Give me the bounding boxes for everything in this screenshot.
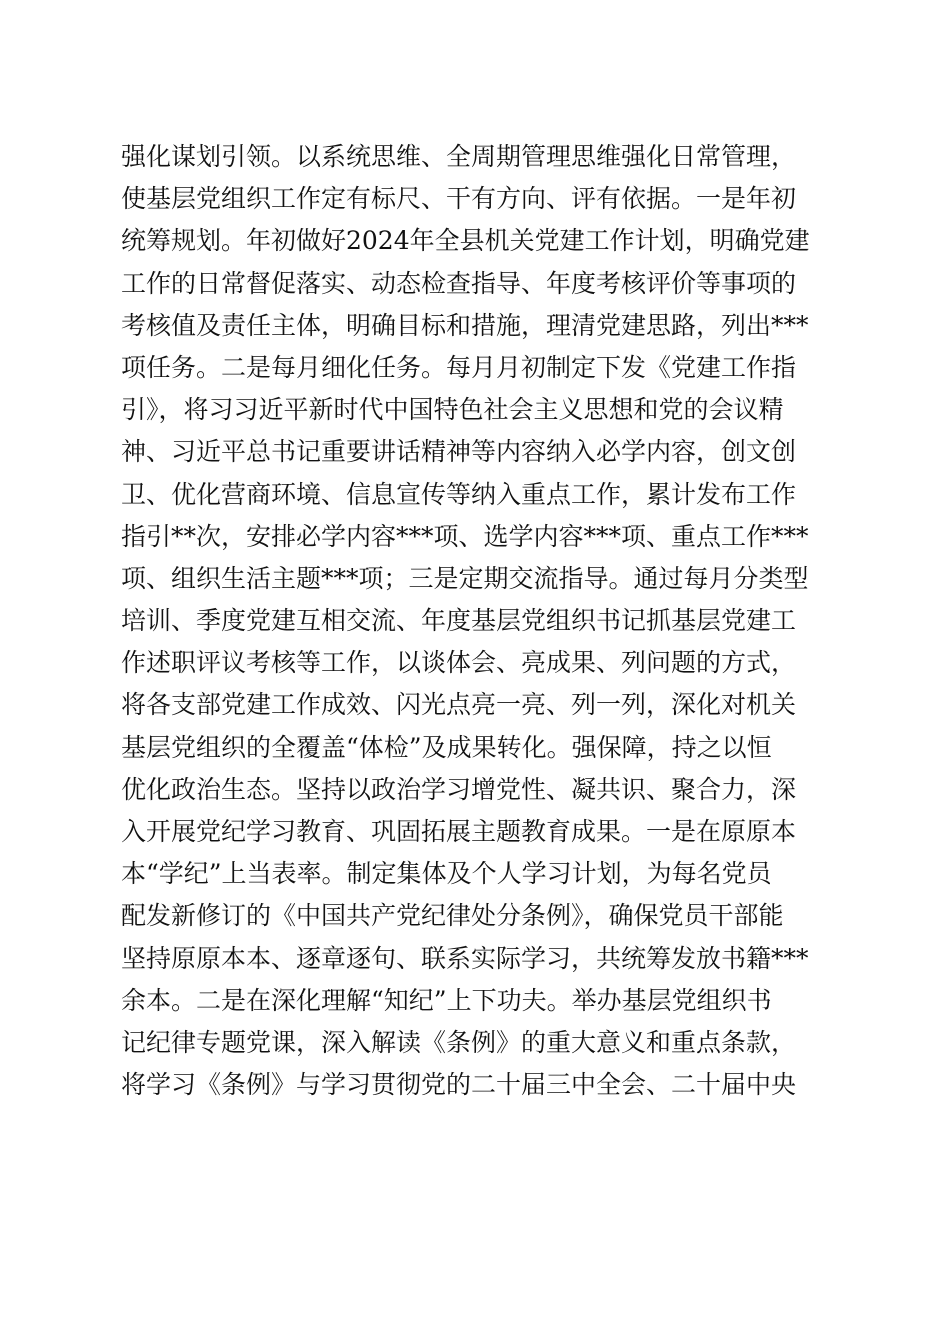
- text-line: 统筹规划。年初做好2024年全县机关党建工作计划，明确党建: [121, 226, 810, 256]
- text-line: 项、组织生活主题***项；三是定期交流指导。通过每月分类型: [121, 563, 809, 593]
- text-line: 配发新修订的《中国共产党纪律处分条例》，确保党员干部能: [121, 901, 784, 931]
- text-line: 神、习近平总书记重要讲话精神等内容纳入必学内容，创文创: [121, 437, 797, 467]
- text-line: 将各支部党建工作成效、闪光点亮一亮、列一列，深化对机关: [121, 690, 797, 720]
- text-line: 强化谋划引领。以系统思维、全周期管理思维强化日常管理，: [121, 142, 797, 171]
- text-line: 指引**次，安排必学内容***项、选学内容***项、重点工作***: [121, 521, 809, 551]
- text-line: 余本。二是在深化理解“知纪”上下功夫。举办基层党组织书: [121, 985, 772, 1015]
- text-line: 本“学纪”上当表率。制定集体及个人学习计划，为每名党员: [121, 859, 772, 889]
- text-line: 入开展党纪学习教育、巩固拓展主题教育成果。一是在原原本: [121, 817, 797, 846]
- text-line: 使基层党组织工作定有标尺、干有方向、评有依据。一是年初: [121, 184, 797, 214]
- text-line: 记纪律专题党课，深入解读《条例》的重大意义和重点条款，: [121, 1027, 797, 1057]
- text-line: 作述职评议考核等工作，以谈体会、亮成果、列问题的方式，: [121, 648, 797, 678]
- text-line: 培训、季度党建互相交流、年度基层党组织书记抓基层党建工: [121, 606, 797, 636]
- text-line: 项任务。二是每月细化任务。每月月初制定下发《党建工作指: [121, 352, 797, 382]
- text-line: 卫、优化营商环境、信息宣传等纳入重点工作，累计发布工作: [121, 479, 797, 509]
- text-line: 优化政治生态。坚持以政治学习增党性、凝共识、聚合力，深: [121, 774, 797, 804]
- text-line: 基层党组织的全覆盖“体检”及成果转化。强保障，持之以恒: [121, 732, 772, 762]
- text-line: 引》，将习习近平新时代中国特色社会主义思想和党的会议精: [121, 395, 784, 425]
- text-line: 将学习《条例》与学习贯彻党的二十届三中全会、二十届中央: [121, 1070, 797, 1100]
- text-line: 工作的日常督促落实、动态检查指导、年度考核评价等事项的: [121, 268, 797, 298]
- text-line: 坚持原原本本、逐章逐句、联系实际学习，共统筹发放书籍***: [121, 943, 809, 973]
- text-line: 考核值及责任主体，明确目标和措施，理清党建思路，列出***: [121, 310, 809, 340]
- body-text: [121, 136, 841, 1106]
